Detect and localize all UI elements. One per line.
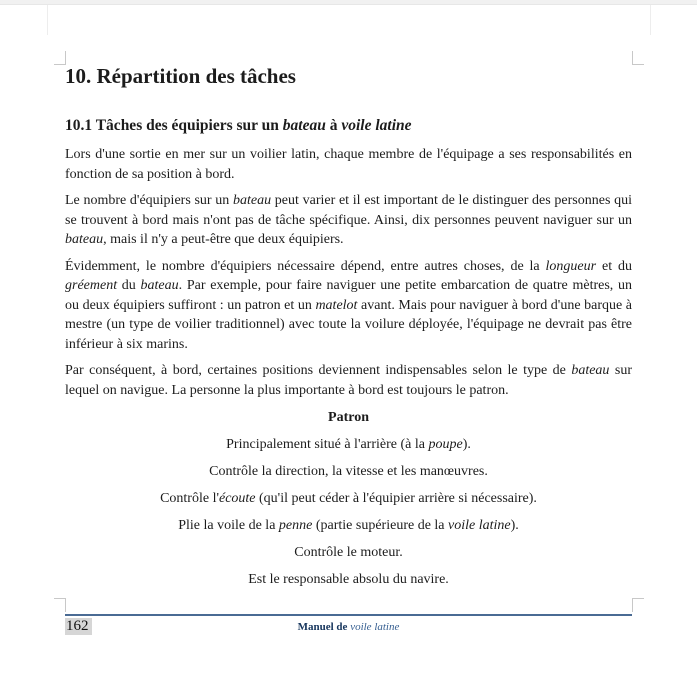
role-line: Contrôle le moteur. [294,545,403,560]
document-body [65,55,632,590]
page-edge-right [650,5,651,35]
section-heading: 10.1 Tâches des équipiers sur un bateau à voile latine [65,117,412,134]
role-line: Plie la voile de la penne (partie supérieure de la voile latine). [178,518,519,533]
role-heading: Patron [328,410,369,425]
page-top-edge [0,0,697,5]
paragraph: Par conséquent, à bord, certaines positions deviennent indispensables selon le type de bateau sur lequel on navigue. La personne la plus importante à bord est toujours le patron. [65,363,632,398]
role-line: Est le responsable absolu du navire. [248,572,449,587]
text-boundary-mark-bottom-right [632,598,644,612]
chapter-heading: 10. Répartition des tâches [65,64,296,88]
text-boundary-mark-bottom-left [54,598,66,612]
role-line: Contrôle l'écoute (qu'il peut céder à l'équipier arrière si nécessaire). [160,491,537,506]
page-edge-left [47,5,48,35]
page-number-field: 162 [65,618,92,635]
footer-title: Manuel de voile latine [297,621,400,633]
role-line: Contrôle la direction, la vitesse et les manœuvres. [209,464,488,479]
role-line: Principalement situé à l'arrière (à la poupe). [226,437,471,452]
paragraph: Lors d'une sortie en mer sur un voilier latin, chaque membre de l'équipage a ses responsabilités en fonction de sa position à bord. [65,147,632,182]
text-boundary-mark-top-right [632,51,644,65]
paragraph: Évidemment, le nombre d'équipiers nécessaire dépend, entre autres choses, de la longueur et du gréement du bateau. Par exemple, pour faire naviguer une petite embarcation de quatre mètres, un ou deux équipiers suffiront : un patron et un matelot avant. Mais pour naviguer à bord d'une barque à mestre (un type de voilier traditionnel) avec toute la voilure déployée, l'équipage ne devrait pas être inférieur à six marins. [65,258,633,352]
paragraph: Le nombre d'équipiers sur un bateau peut varier et il est important de le distinguer des personnes qui se trouvent à bord mais n'ont pas de tâche spécifique. Ainsi, dix personnes peuvent naviguer sur un bateau, mais il n'y a peut-être que deux équipiers. [65,193,632,247]
footer-rule [65,614,632,616]
